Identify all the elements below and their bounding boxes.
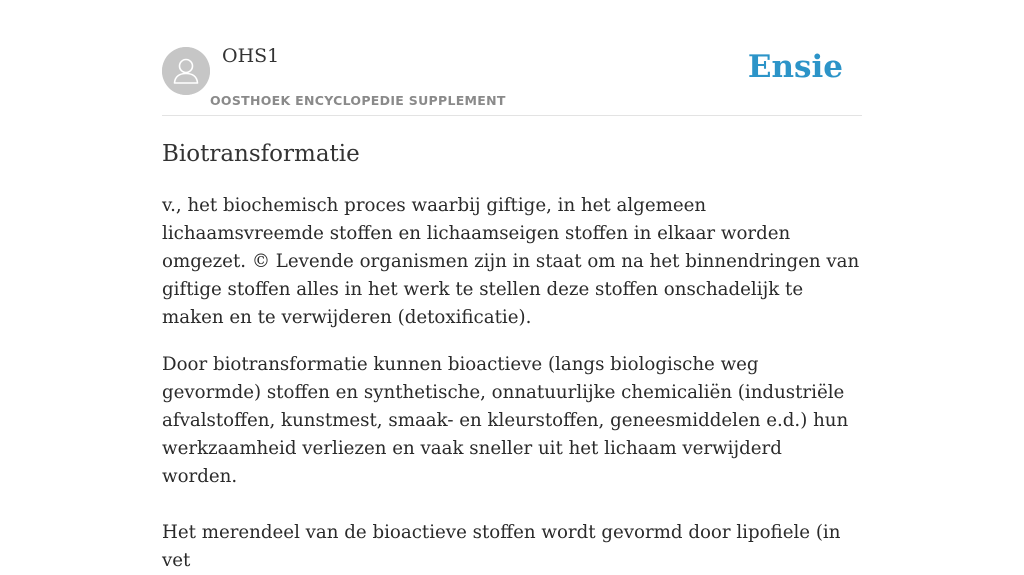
article-paragraph: Door biotransformatie kunnen bioactieve (langs biologische weg gevormde) stoffen en synthetische, onnatuurlijke chemicaliën (industriële afvalstoffen, kunstmest, smaak- en kleurstoffen, geneesmiddelen e.d.) hun werkzaamheid verliezen en vaak sneller uit het lichaam verwijderd worden. Het merendeel van de bioactieve stoffen wordt gevormd door lipofiele (in vet <box>162 354 849 571</box>
entry-header <box>162 0 862 116</box>
article-content <box>162 138 862 575</box>
article-title: Biotransformatie <box>162 141 360 167</box>
user-avatar-icon <box>162 47 210 95</box>
ensie-logo[interactable]: Ensie <box>747 49 843 85</box>
author-name[interactable]: OHS1 <box>222 45 280 67</box>
author-avatar[interactable] <box>162 47 210 95</box>
article-paragraph: v., het biochemisch proces waarbij giftige, in het algemeen lichaamsvreemde stoffen en lichaamseigen stoffen in elkaar worden omgezet. © Levende organismen zijn in staat om na het binnendringen van giftige stoffen alles in het werk te stellen deze stoffen onschadelijk te maken en te verwijderen (detoxificatie). <box>162 195 860 328</box>
source-label[interactable]: OOSTHOEK ENCYCLOPEDIE SUPPLEMENT <box>210 93 506 108</box>
